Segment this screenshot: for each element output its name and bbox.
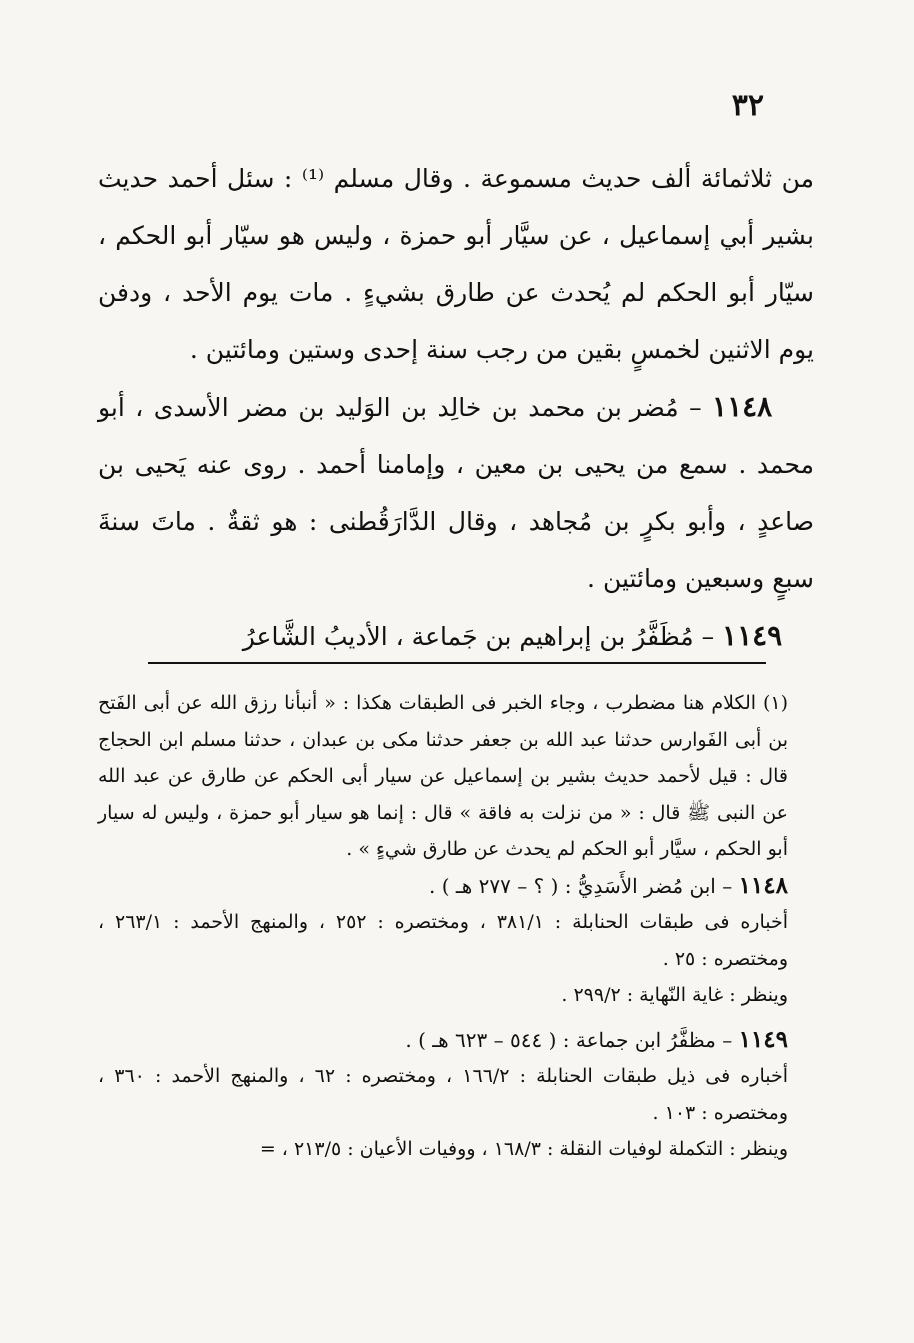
entry-dash: – bbox=[701, 622, 715, 651]
footnote-heading-text: مظفَّرُ ابن جماعة : ( ٥٤٤ – ٦٢٣ هـ ) . bbox=[405, 1027, 716, 1052]
entry-dash: – bbox=[689, 393, 702, 422]
footnote-1149-heading bbox=[98, 1022, 814, 1059]
footnote-1148-see-also: وينظر : غاية النّهاية : ٢٩٩/٢ . bbox=[561, 984, 788, 1006]
entry-number: ١١٤٨ bbox=[712, 390, 773, 423]
paragraph-continuation: من ثلاثمائة ألف حديث مسموعة . وقال مسلم ⁽¹⁾ : سئل أحمد حديث بشير أبي إسماعيل ، عن سيَّار أبو حمزة ، وليس هو سيّار أبو الحكم ، سيّار أبو الحكم لم يُحدث عن طارق بشيءٍ . مات يوم الأحد ، ودفن يوم الاثنين لخمسٍ بقين من رجب سنة إحدى وستين ومائتين . bbox=[98, 164, 814, 364]
entry-text: مُظَفَّرُ بن إبراهيم بن جَماعة ، الأديبُ الشَّاعرُ bbox=[242, 622, 694, 651]
footnote-entry-number: ١١٤٩ bbox=[738, 1025, 788, 1053]
footnote-1149-see-also: وينظر : التكملة لوفيات النقلة : ١٦٨/٣ ، ووفيات الأعيان : ٢١٣/٥ ، = bbox=[259, 1138, 788, 1160]
footnotes bbox=[98, 685, 814, 1168]
footnote-1149-sources: أخباره فى ذيل طبقات الحنابلة : ١٦٦/٢ ، ومختصره : ٦٢ ، والمنهج الأحمد : ٣٦٠ ، ومختصره : ١٠٣ . bbox=[98, 1065, 788, 1124]
footnote-dash: – bbox=[722, 873, 733, 898]
entry-text: مُضر بن محمد بن خالِد بن الوَليد بن مضر الأسدى ، أبو محمد . سمع من يحيى بن معين ، وإمامنا أحمد . روى عنه يَحيى بن صاعدٍ ، وأبو بكرٍ بن مُجاهد ، وقال الدَّارَقُطنى : هو ثقةٌ . ماتَ سنةَ سبعٍ وسبعين ومائتين . bbox=[98, 393, 814, 593]
entry-1148 bbox=[98, 378, 814, 607]
footnote-entry-number: ١١٤٨ bbox=[738, 871, 788, 899]
footnote-dash: – bbox=[722, 1027, 733, 1052]
footnote-1: (١) الكلام هنا مضطرب ، وجاء الخبر فى الطبقات هكذا : « أنبأنا رزق الله عن أبى الفَتح بن أبى الفَوارس حدثنا عبد الله بن جعفر حدثنا مكى بن عبدان ، حدثنا مسلم ابن الحجاج قال : قيل لأحمد حديث بشير بن إسماعيل عن سيار أبى الحكم عن طارق عن عبد الله عن النبى ﷺ قال : « من نزلت به فاقة » قال : إنما هو سيار أبو حمزة ، وليس له سيار أبو الحكم ، سيَّار أبو الحكم لم يحدث عن طارق شيءٍ » . bbox=[98, 692, 788, 860]
entry-number: ١١٤٩ bbox=[722, 619, 783, 652]
main-text bbox=[98, 150, 814, 665]
footnote-1148-heading bbox=[98, 868, 814, 905]
footnote-heading-text: ابن مُضر الأَسَدِيُّ : ( ؟ – ٢٧٧ هـ ) . bbox=[429, 873, 716, 898]
page-number: ٣٢ bbox=[731, 88, 764, 123]
footnote-separator bbox=[148, 662, 766, 664]
entry-1149 bbox=[98, 607, 814, 665]
footnote-1148-sources: أخباره فى طبقات الحنابلة : ٣٨١/١ ، ومختصره : ٢٥٢ ، والمنهج الأحمد : ٢٦٣/١ ، ومختصره : ٢٥ . bbox=[98, 911, 788, 970]
